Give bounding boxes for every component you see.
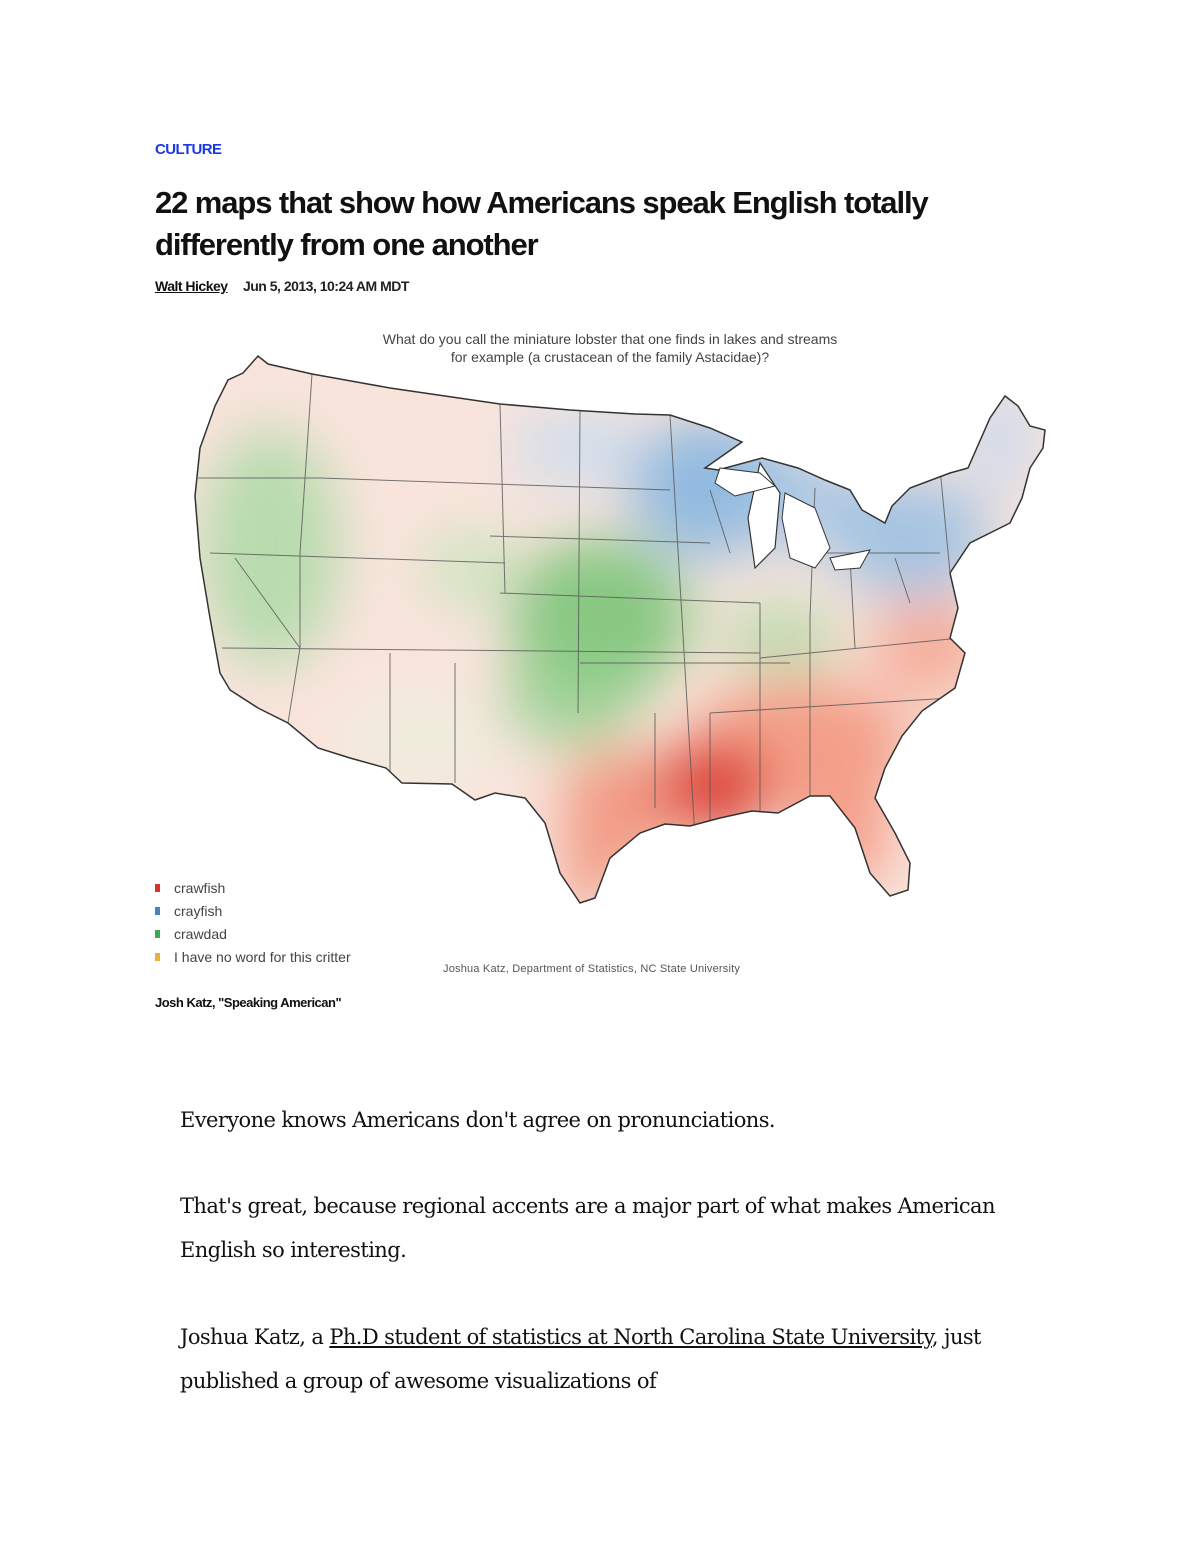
legend-item-crayfish <box>155 899 351 922</box>
legend-item-crawdad <box>155 922 351 945</box>
paragraph-1: Everyone knows Americans don't agree on pronunciations. <box>180 1108 775 1132</box>
author-link[interactable]: Walt Hickey <box>155 278 228 294</box>
category-link[interactable]: CULTURE <box>155 141 222 158</box>
publish-date: Jun 5, 2013, 10:24 AM MDT <box>242 278 409 294</box>
legend-swatch <box>155 884 160 892</box>
article-headline: 22 maps that show how Americans speak English totally differently from one another <box>155 185 928 262</box>
map-question: What do you call the miniature lobster that one finds in lakes and streams for example (a crustacean of the family Astacidae)? <box>382 331 838 365</box>
legend-label: crayfish <box>174 902 223 919</box>
legend-label: I have no word for this critter <box>174 948 351 965</box>
paragraph-2: That's great, because regional accents are a major part of what makes American English so interesting. <box>180 1194 995 1262</box>
paragraph-3 <box>180 1315 1000 1403</box>
legend-label: crawfish <box>174 879 226 896</box>
legend-swatch <box>155 930 160 938</box>
legend-swatch <box>155 907 160 915</box>
map-credit: Joshua Katz, Department of Statistics, NC State University <box>443 963 741 975</box>
byline <box>155 278 409 294</box>
paragraph-3-text: Joshua Katz, a <box>180 1325 330 1349</box>
ncsu-link[interactable]: Ph.D student of statistics at North Carolina State University <box>329 1325 932 1349</box>
paragraph-3-tail: , just published a group of awesome visualizations of <box>180 1325 981 1393</box>
legend-swatch <box>155 953 160 961</box>
legend-item-no-word <box>155 945 351 968</box>
map-legend <box>155 876 351 968</box>
legend-label: crawdad <box>174 925 227 942</box>
legend-item-crawfish <box>155 876 351 899</box>
image-caption: Josh Katz, "Speaking American" <box>155 995 342 1010</box>
